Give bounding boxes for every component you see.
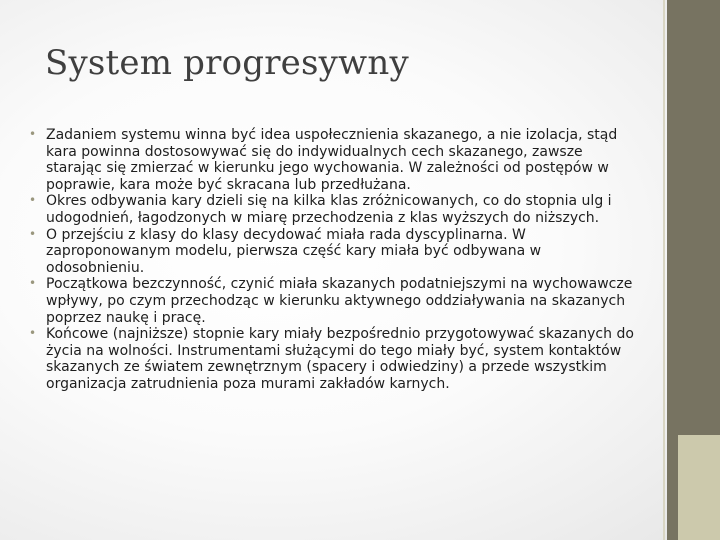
bullet-dot-icon: •: [29, 276, 37, 291]
bullet-dot-icon: •: [29, 326, 37, 341]
bullet-item: [24, 127, 636, 193]
bullet-list: [24, 127, 636, 393]
bullet-dot-icon: •: [29, 226, 37, 241]
bullet-item: [24, 276, 636, 326]
bullet-text: Zadaniem systemu winna być idea uspołecznienia skazanego, a nie izolacja, stąd kara powinna dostosowywać się do indywidualnych cech skazanego, zawsze starając się zmierzać w kierunku jego wychowania. W zależności od postępów w poprawie, kara może być skracana lub przedłużana.: [46, 127, 618, 193]
bullet-item: [24, 227, 636, 277]
sidebar-divider-line: [663, 0, 665, 540]
bullet-text: Okres odbywania kary dzieli się na kilka klas zróżnicowanych, co do stopnia ulg i udogodnień, łagodzonych w miarę przechodzenia z klas wyższych do niższych.: [46, 193, 612, 226]
bullet-item: [24, 193, 636, 226]
bullet-text: Początkowa bezczynność, czynić miała skazanych podatniejszymi na wychowawcze wpływy, po czym przechodząc w kierunku aktywnego oddziaływania na skazanych poprzez naukę i pracę.: [46, 276, 633, 326]
bullet-text: O przejściu z klasy do klasy decydować miała rada dyscyplinarna. W zaproponowanym modelu, pierwsza część kary miała być odbywana w odosobnieniu.: [46, 226, 542, 276]
bullet-dot-icon: •: [29, 193, 37, 208]
bullet-text: Końcowe (najniższe) stopnie kary miały bezpośrednio przygotowywać skazanych do życia na wolności. Instrumentami służącymi do tego miały być, system kontaktów skazanych ze światem zewnętrznym (spacery i odwiedziny) a przede wszystkim organizacja zatrudnienia poza murami zakładów karnych.: [46, 326, 634, 392]
bullet-dot-icon: •: [29, 127, 37, 141]
bullet-item: [24, 326, 636, 392]
sidebar-accent-block: [678, 435, 720, 540]
slide-title: System progresywny: [45, 43, 409, 83]
